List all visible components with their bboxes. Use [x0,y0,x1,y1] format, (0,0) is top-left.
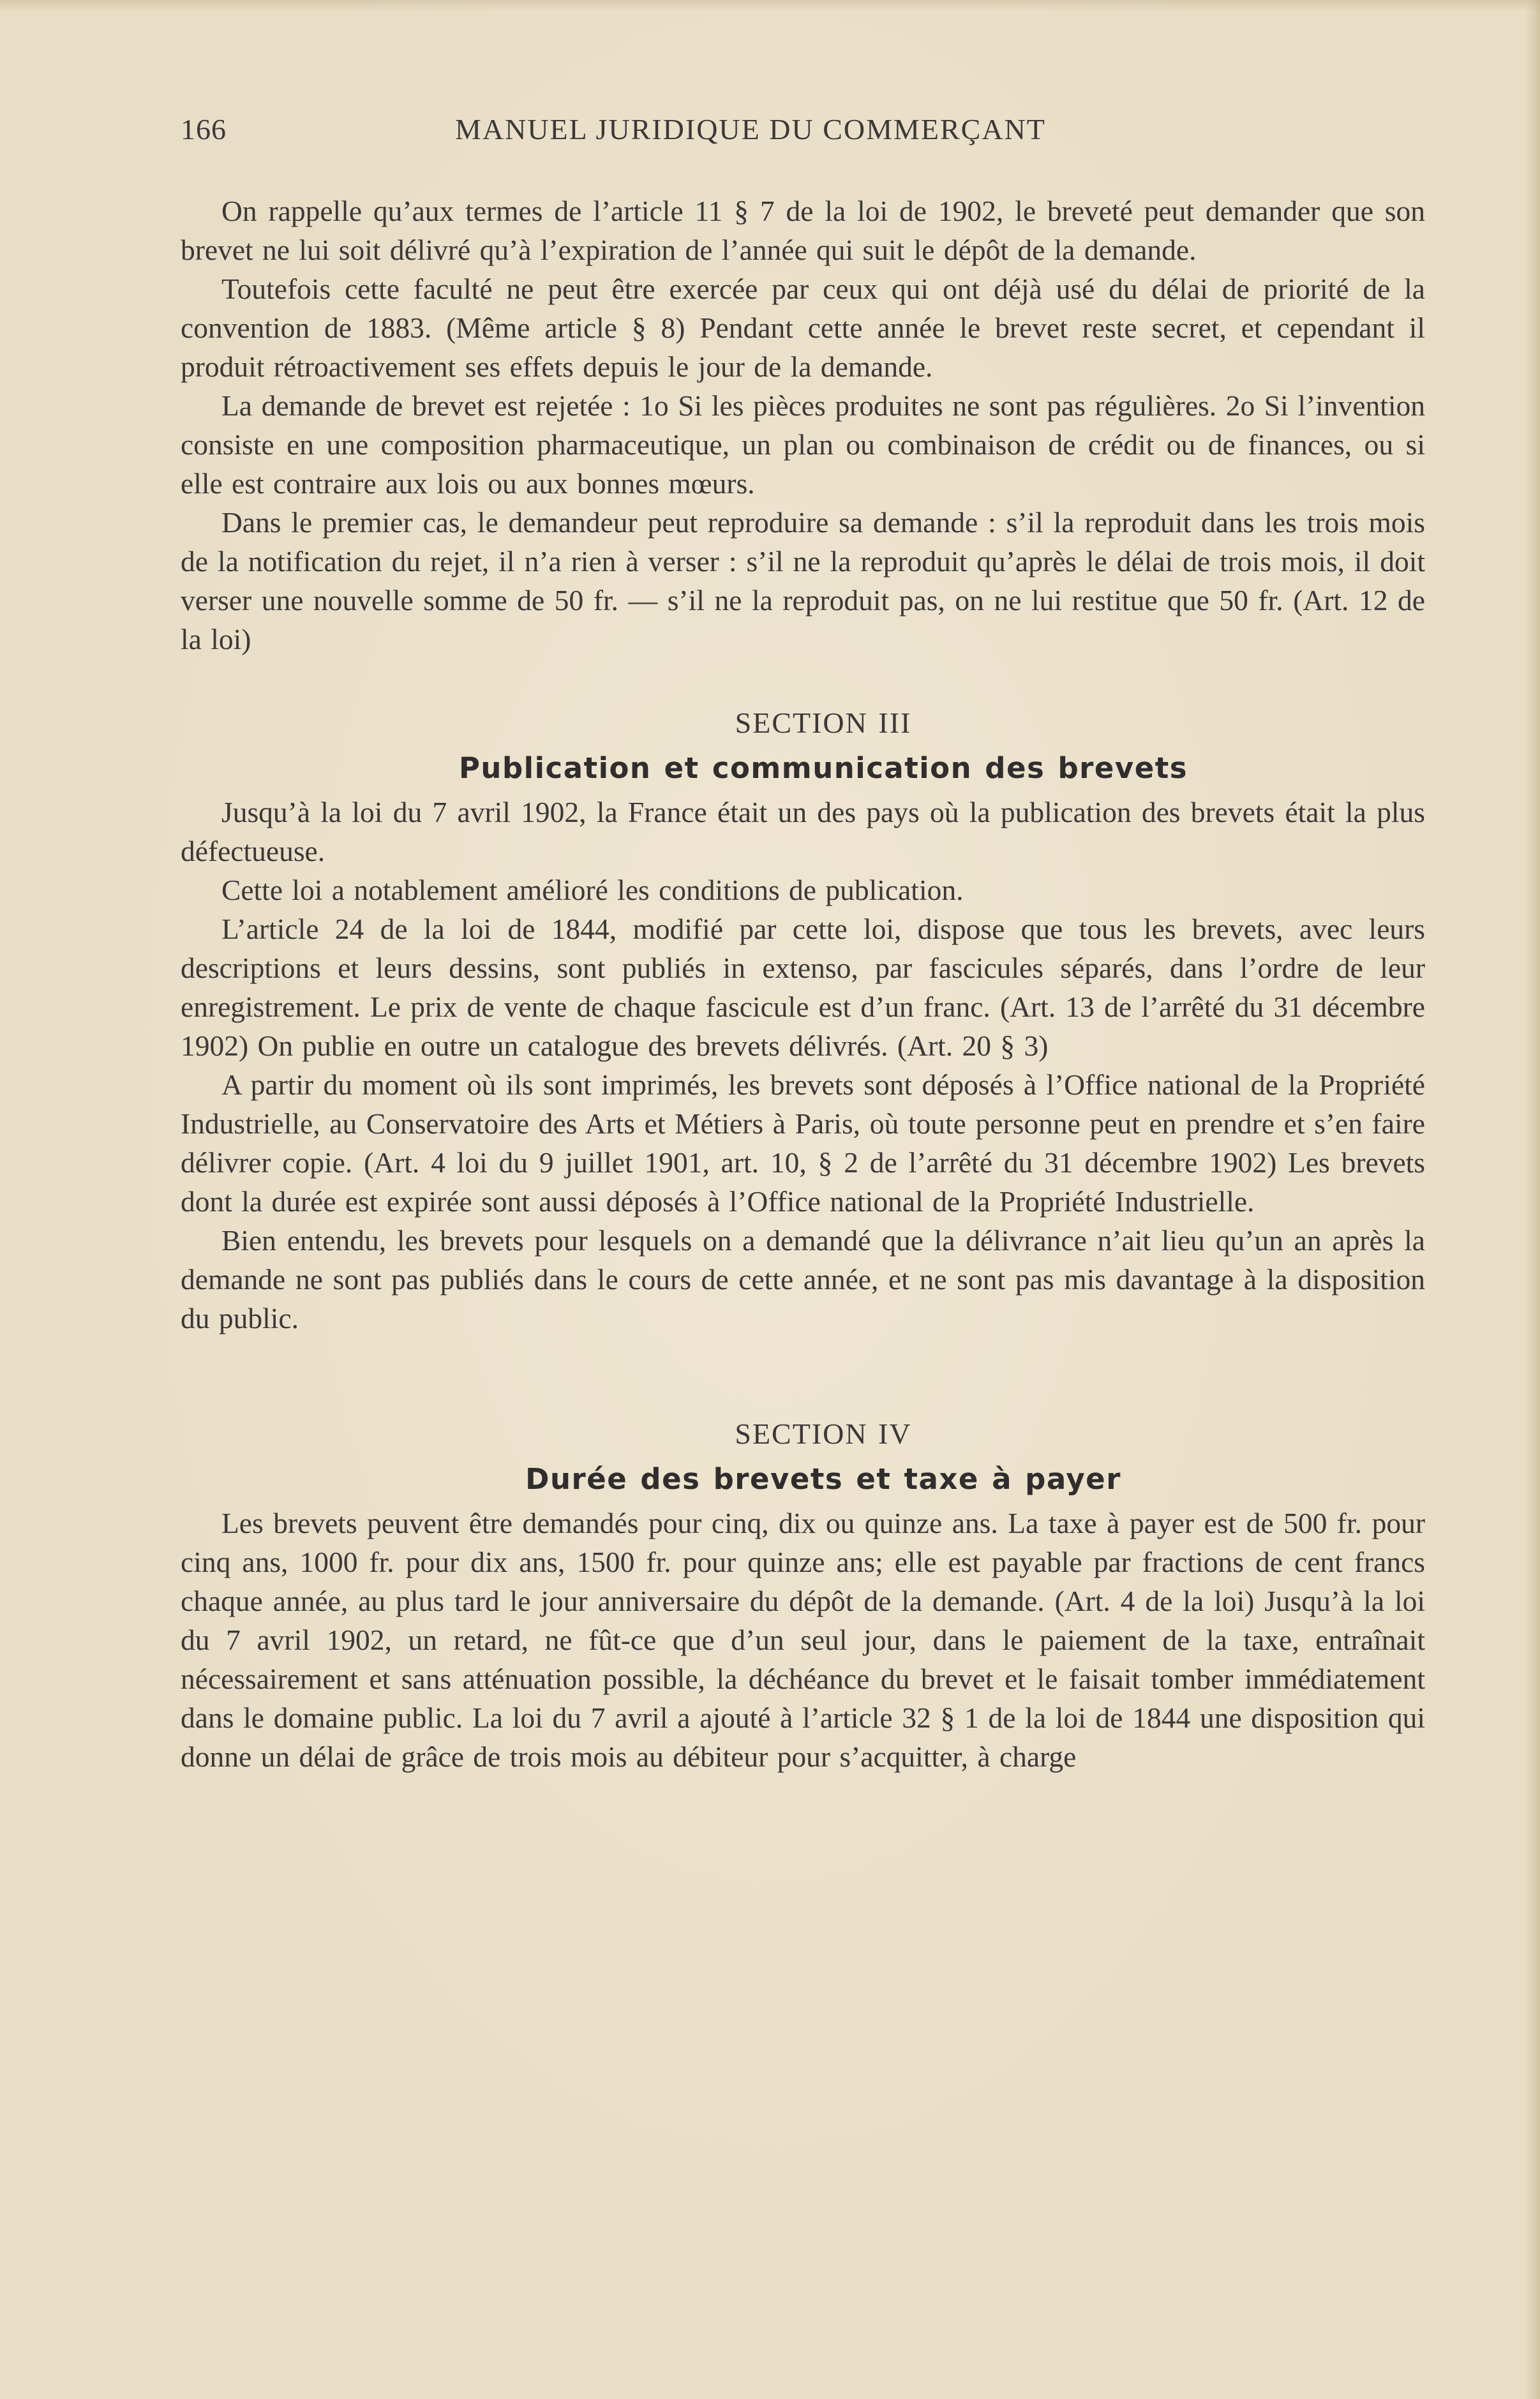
page-number: 166 [181,113,227,146]
spacer [181,659,1425,703]
page-body [181,191,1425,1776]
paragraph: Bien entendu, les brevets pour lesquels on a demandé que la délivrance n’ait lieu qu’un an après la demande ne sont pas publiés dans le cours de cette année, et ne sont pas mis davantage à la disposition du public. [181,1224,1425,1334]
spacer [181,1453,1425,1460]
spacer [181,1338,1425,1414]
section-3-title: Publication et communication des brevets [458,751,1188,785]
running-title: MANUEL JURIDIQUE DU COMMERÇANT [455,113,1046,146]
paragraph: Dans le premier cas, le demandeur peut reproduire sa demande : s’il la reproduit dans les trois mois de la notification du rejet, il n’a rien à verser : s’il ne la reproduit qu’après le délai de trois mois, il doit verser une nouvelle somme de 50 fr. — s’il ne la reproduit pas, on ne lui restitue que 50 fr. (Art. 12 de la loi) [181,506,1425,655]
paragraph: La demande de brevet est rejetée : 1o Si les pièces produites ne sont pas régulières. 2o Si l’invention consiste en une composition pharmaceutique, un plan ou combinaison de crédit ou de finances, ou si elle est contraire aux lois ou aux bonnes mœurs. [181,389,1425,500]
section-4-title: Durée des brevets et taxe à payer [525,1462,1121,1496]
page-top-shadow [0,0,1540,11]
spacer [181,788,1425,793]
spacer [181,1498,1425,1504]
paragraph: Les brevets peuvent être demandés pour cinq, dix ou quinze ans. La taxe à payer est de 500 fr. pour cinq ans, 1000 fr. pour dix ans, 1500 fr. pour quinze ans; elle est payable par fractions de cent francs chaque année, au plus tard le jour anniversaire du dépôt de la demande. (Art. 4 de la loi) Jusqu’à la loi du 7 avril 1902, un retard, ne fût-ce que d’un seul jour, dans le paiement de la taxe, entraînait nécessairement et sans atténuation possible, la déchéance du brevet et le faisait tomber immédiatement dans le domaine public. La loi du 7 avril a ajouté à l’article 32 § 1 de la loi de 1844 une disposition qui donne un délai de grâce de trois mois au débiteur pour s’acquitter, à charge [181,1507,1425,1773]
paragraph: Jusqu’à la loi du 7 avril 1902, la France était un des pays où la publication des brevets était la plus défectueuse. [181,796,1425,867]
paragraph: L’article 24 de la loi de 1844, modifié par cette loi, dispose que tous les brevets, avec leurs descriptions et leurs dessins, sont publiés in extenso, par fascicules séparés, dans l’ordre de leur enregistrement. Le prix de vente de chaque fascicule est d’un franc. (Art. 13 de l’arrêté du 31 décembre 1902) On publie en outre un catalogue des brevets délivrés. (Art. 20 § 3) [181,913,1425,1062]
paragraph: Cette loi a notablement amélioré les conditions de publication. [221,874,964,906]
spacer [181,742,1425,749]
paragraph: A partir du moment où ils sont imprimés, les brevets sont déposés à l’Office national de la Propriété Industrielle, au Conservatoire des Arts et Métiers à Paris, où toute personne peut en prendre et s’en faire délivrer copie. (Art. 4 loi du 9 juillet 1901, art. 10, § 2 de l’arrêté du 31 décembre 1902) Les brevets dont la durée est expirée sont aussi déposés à l’Office national de la Propriété Industrielle. [181,1068,1425,1218]
paragraph: On rappelle qu’aux termes de l’article 11 § 7 de la loi de 1902, le breveté peut demander que son brevet ne lui soit délivré qu’à l’expiration de l’année qui suit le dépôt de la demande. [181,195,1425,266]
page-right-shadow [1526,0,1540,2399]
section-3-label: SECTION III [735,706,912,739]
page-header [181,112,1425,157]
paragraph: Toutefois cette faculté ne peut être exercée par ceux qui ont déjà usé du délai de priorité de la convention de 1883. (Même article § 8) Pendant cette année le brevet reste secret, et cependant il produit rétroactivement ses effets depuis le jour de la demande. [181,273,1425,383]
section-4-label: SECTION IV [735,1417,912,1450]
